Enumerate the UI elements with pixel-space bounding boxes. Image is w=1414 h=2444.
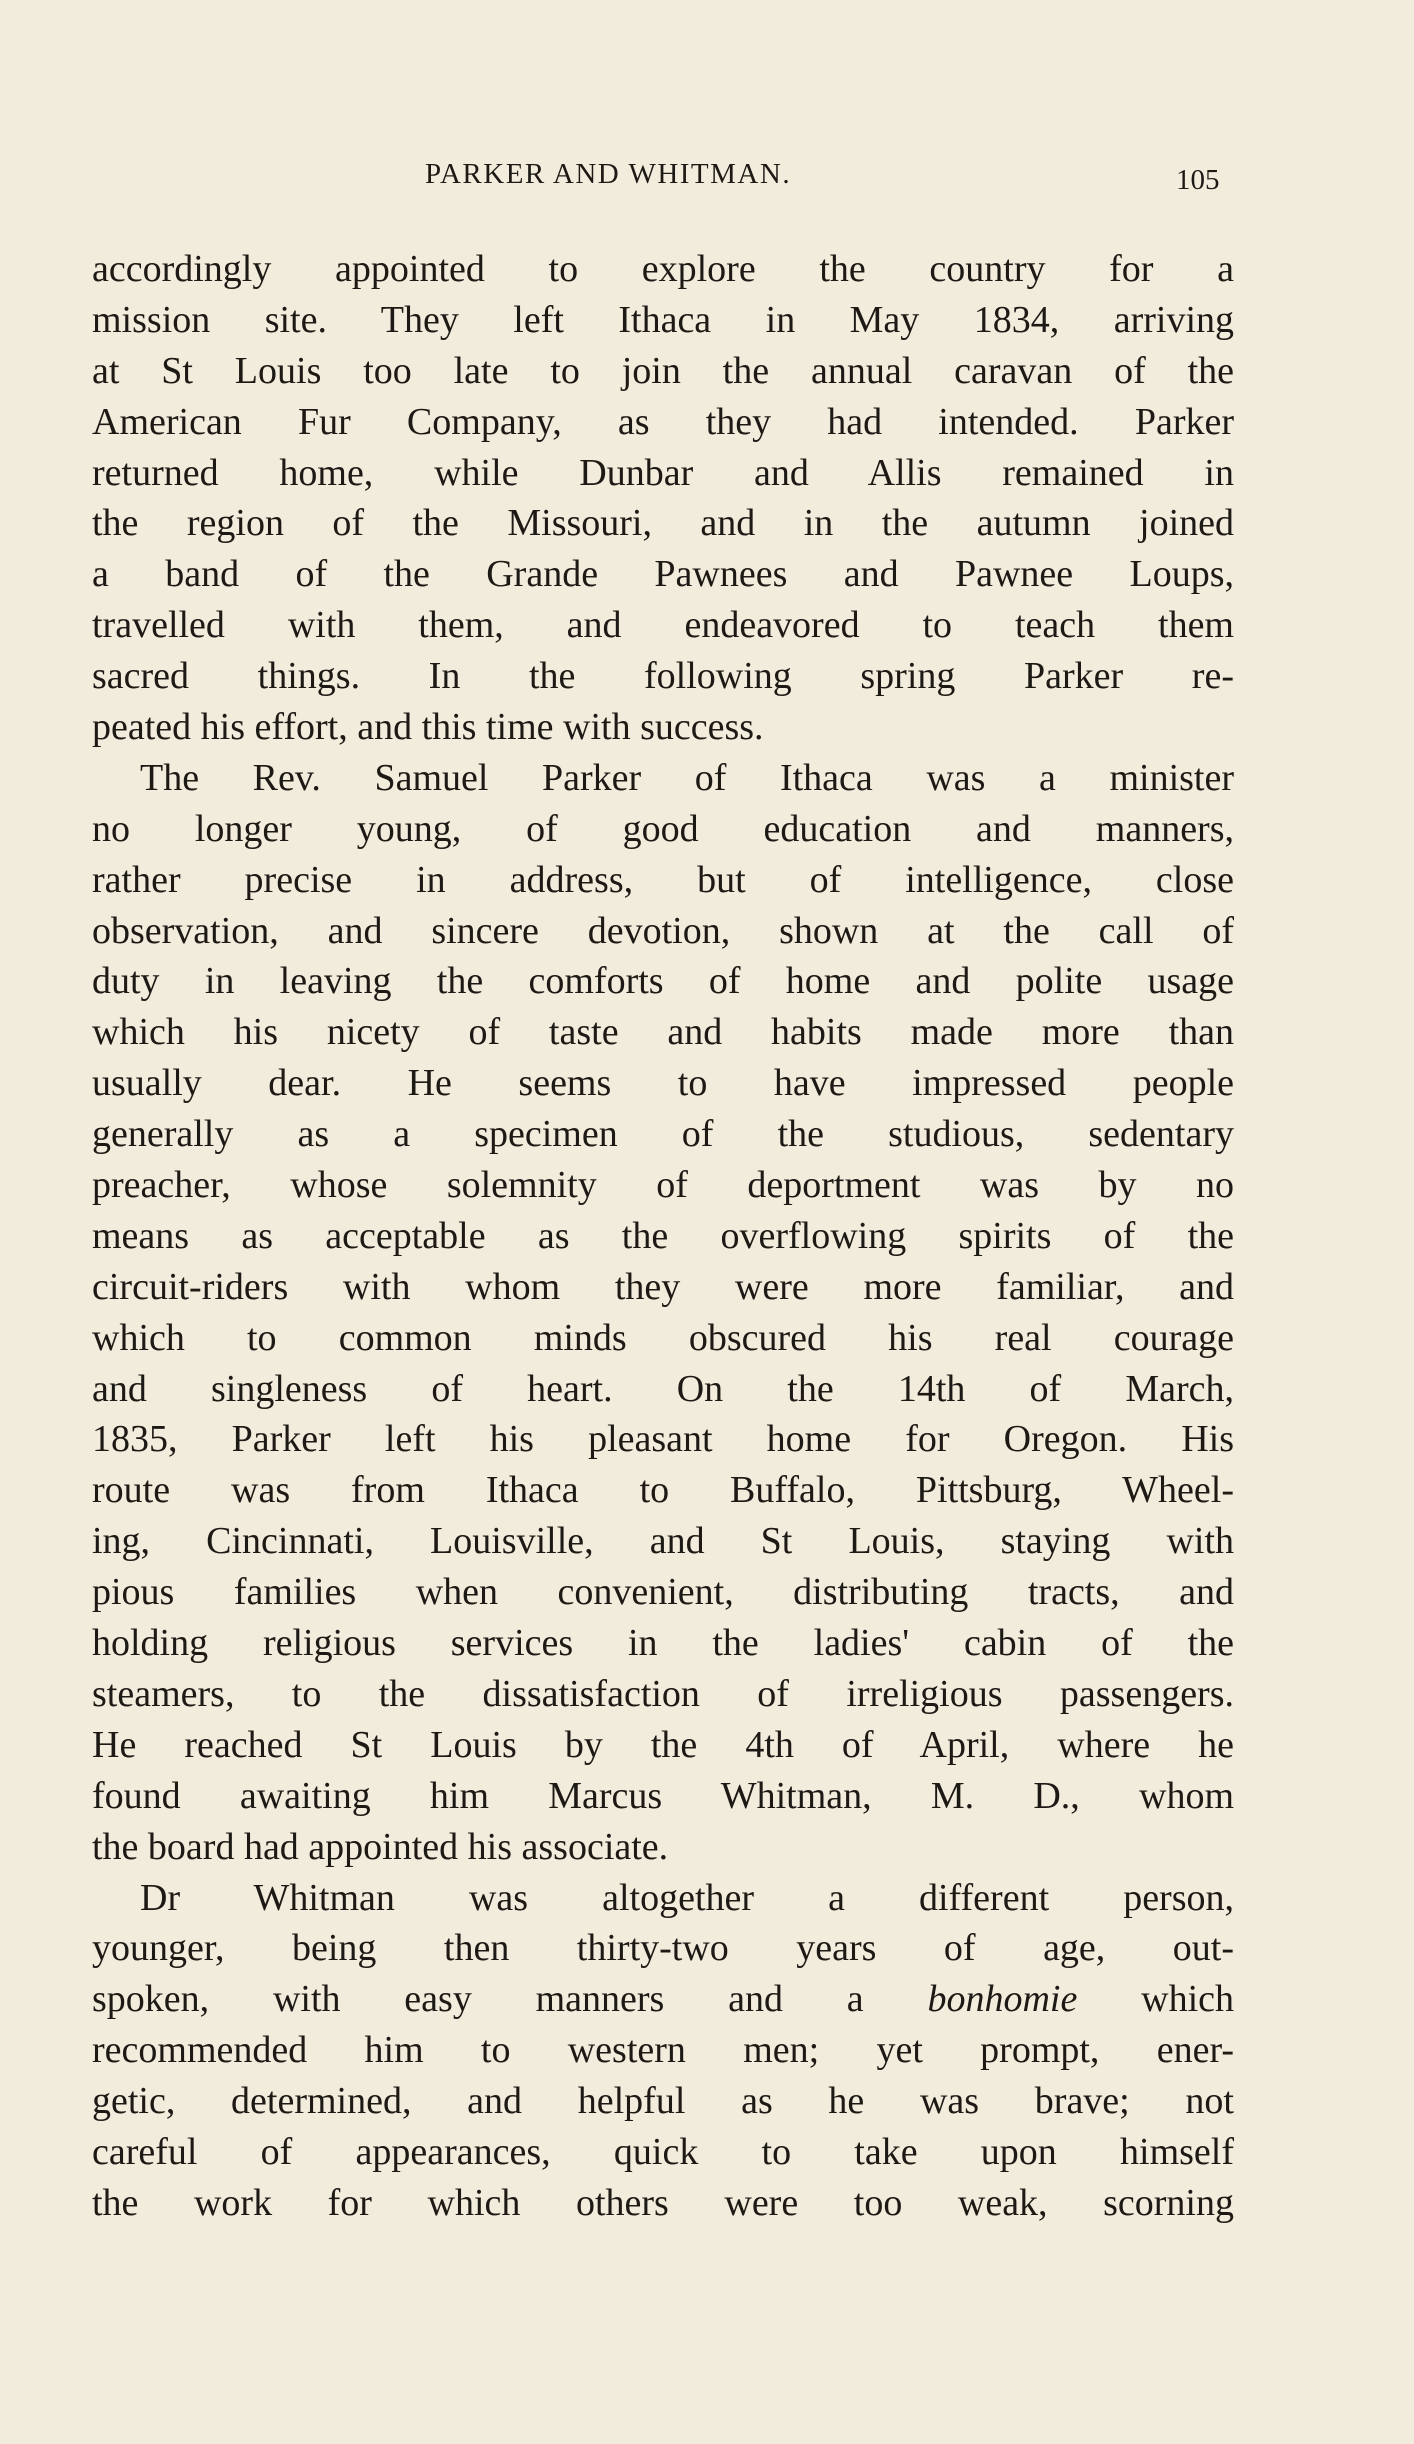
text-line: younger, being then thirty-two years of age, out-	[92, 1927, 1234, 1970]
text-line: duty in leaving the comforts of home and polite usage	[92, 960, 1234, 1003]
text-line: careful of appearances, quick to take upon himself	[92, 2130, 1234, 2173]
line-segment: which	[1077, 1978, 1234, 2021]
text-line: the work for which others were too weak, scorning	[92, 2181, 1234, 2224]
text-line: circuit-riders with whom they were more familiar, and	[92, 1265, 1234, 1308]
text-line: rather precise in address, but of intelligence, close	[92, 858, 1234, 901]
italic-term: bonhomie	[927, 1978, 1078, 2021]
page-number: 105	[1176, 164, 1220, 196]
text-line: a band of the Grande Pawnees and Pawnee Loups,	[92, 553, 1234, 596]
running-header	[0, 158, 1414, 204]
text-line: which to common minds obscured his real courage	[92, 1316, 1234, 1359]
text-line: pious families when convenient, distributing tracts, and	[92, 1571, 1234, 1614]
text-line: and singleness of heart. On the 14th of March,	[92, 1367, 1234, 1410]
text-line: sacred things. In the following spring Parker re-	[92, 655, 1234, 698]
text-line: peated his effort, and this time with success.	[92, 706, 764, 749]
text-line: the region of the Missouri, and in the autumn joined	[92, 502, 1234, 545]
text-line: generally as a specimen of the studious, sedentary	[92, 1113, 1234, 1156]
text-line: the board had appointed his associate.	[92, 1825, 669, 1868]
running-title: PARKER AND WHITMAN.	[425, 158, 792, 190]
text-line: means as acceptable as the overflowing spirits of the	[92, 1214, 1234, 1257]
paragraph-start-line: The Rev. Samuel Parker of Ithaca was a minister	[140, 756, 1234, 799]
body-text	[92, 244, 1234, 2229]
text-line: usually dear. He seems to have impressed people	[92, 1062, 1234, 1105]
paragraph-start-line: Dr Whitman was altogether a different person,	[140, 1876, 1234, 1919]
text-line: getic, determined, and helpful as he was brave; not	[92, 2080, 1234, 2123]
text-line: American Fur Company, as they had intended. Parker	[92, 400, 1234, 443]
text-line: accordingly appointed to explore the country for a	[92, 248, 1234, 290]
text-line: recommended him to western men; yet prompt, ener-	[92, 2029, 1234, 2072]
line-segment: spoken, with easy manners and a	[92, 1978, 928, 2021]
text-line: route was from Ithaca to Buffalo, Pittsburg, Wheel-	[92, 1469, 1234, 1512]
text-line: steamers, to the dissatisfaction of irreligious passengers.	[92, 1672, 1234, 1715]
text-line: found awaiting him Marcus Whitman, M. D., whom	[92, 1774, 1234, 1817]
text-line: ing, Cincinnati, Louisville, and St Louis, staying with	[92, 1520, 1234, 1563]
text-line: holding religious services in the ladies' cabin of the	[92, 1622, 1234, 1665]
text-line: which his nicety of taste and habits made more than	[92, 1011, 1234, 1054]
text-line: 1835, Parker left his pleasant home for Oregon. His	[92, 1418, 1234, 1461]
text-line: mission site. They left Ithaca in May 1834, arriving	[92, 298, 1234, 341]
text-line: observation, and sincere devotion, shown at the call of	[92, 909, 1234, 952]
text-line: travelled with them, and endeavored to teach them	[92, 604, 1234, 647]
text-line: returned home, while Dunbar and Allis remained in	[92, 451, 1234, 494]
text-line: preacher, whose solemnity of deportment was by no	[92, 1164, 1234, 1207]
text-line-with-italic	[92, 1974, 1234, 2025]
text-line: no longer young, of good education and manners,	[92, 807, 1234, 850]
text-line: at St Louis too late to join the annual caravan of the	[92, 349, 1234, 392]
text-line: He reached St Louis by the 4th of April, where he	[92, 1723, 1234, 1766]
